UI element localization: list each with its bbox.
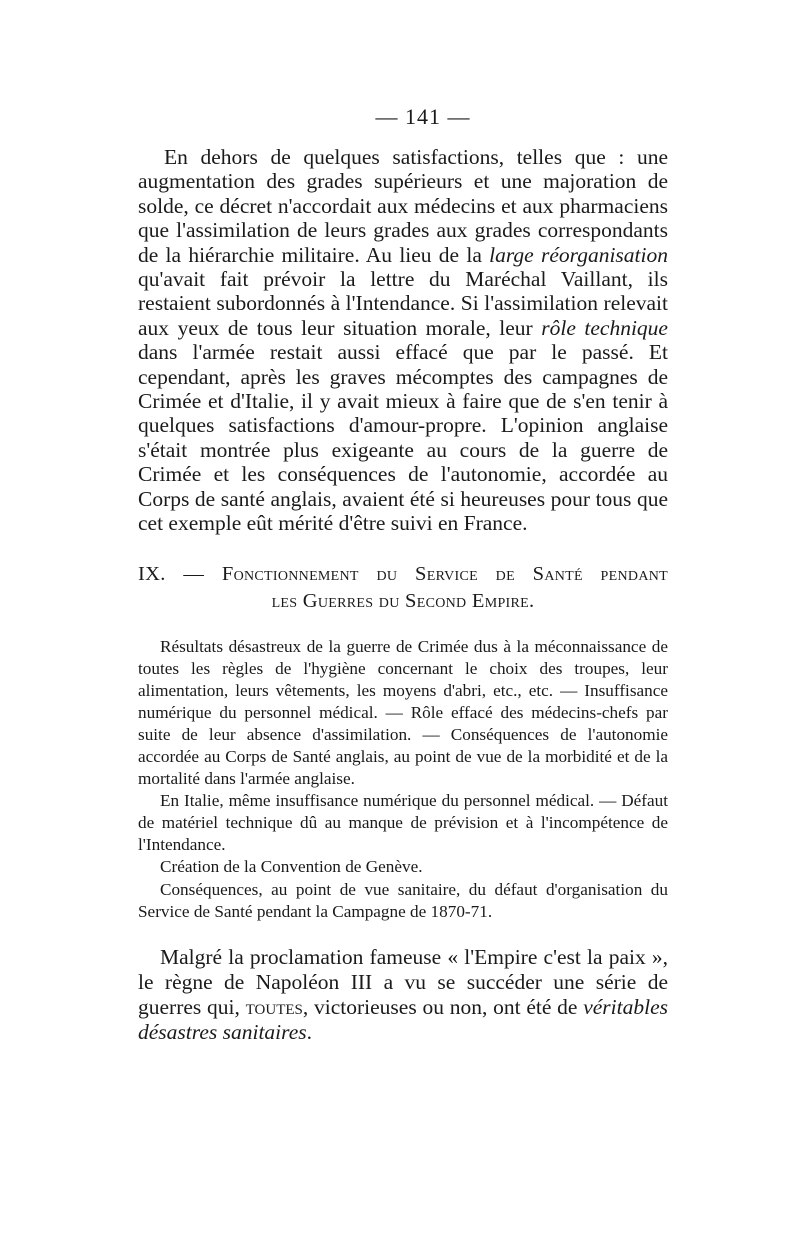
closing-paragraph-smallcaps: toutes	[245, 994, 303, 1019]
closing-paragraph-text-3: .	[306, 1019, 312, 1044]
main-paragraph-text-1: En dehors de quelques satisfactions, telles que : une augmentation des grades supérieurs et une majoration de solde, ce décret n'accordait aux médecins et aux pharmaciens que l'assimilation de leurs grades aux grades correspondants de la hiérarchie militaire. Au lieu de la	[138, 145, 668, 267]
main-paragraph-italic-2: rôle technique	[541, 315, 668, 340]
section-heading	[138, 562, 668, 614]
section-heading-line-1: IX. — Fonctionnement du Service de Santé pendant	[138, 562, 668, 585]
section-heading-line-2: les Guerres du Second Empire.	[271, 589, 535, 612]
closing-paragraph	[138, 945, 668, 1045]
summary-paragraph: Conséquences, au point de vue sanitaire, du défaut d'organisation du Service de Santé pendant la Campagne de 1870-71.	[138, 879, 668, 921]
closing-paragraph-text-1: Malgré la proclamation fameuse « l'Empire c'est la paix », le règne de Napoléon III a vu se succéder une série de guerres qui,	[138, 944, 668, 1019]
main-paragraph-text-2: qu'avait fait prévoir la lettre du Maréchal Vaillant, ils restaient subordonnés à l'Intendance. Si l'assimilation relevait aux yeux de tous leur situation morale, leur	[138, 267, 668, 340]
main-paragraph-text-3: dans l'armée restait aussi effacé que par le passé. Et cependant, après les graves mécomptes des campagnes de Crimée et d'Italie, il y avait mieux à faire que de s'en tenir à quelques satisfactions d'amour-propre. L'opinion anglaise s'était montrée plus exigeante au cours de la guerre de Crimée et les conséquences de l'autonomie, accordée au Corps de santé anglais, avaient été si heureuses pour tous que cet exemple eût mérité d'être suivi en France.	[138, 340, 668, 536]
page-number: — 141 —	[375, 104, 471, 129]
book-page	[138, 95, 668, 1066]
summary-paragraph: En Italie, même insuffisance numérique du personnel médical. — Défaut de matériel technique dû au manque de prévision et à l'incompétence de l'Intendance.	[138, 791, 668, 855]
summary-paragraph: Résultats désastreux de la guerre de Crimée dus à la méconnaissance de toutes les règles de l'hygiène concernant le choix des troupes, leur alimentation, leurs vêtements, les moyens d'abri, etc., etc. — Insuffisance numérique du personnel médical. — Rôle effacé des médecins-chefs par suite de leur absence d'assimilation. — Conséquences de l'autonomie accordée au Corps de Santé anglais, au point de vue de la morbidité et de la mortalité dans l'armée anglaise.	[138, 636, 668, 789]
main-paragraph-italic-1: large réorganisation	[489, 242, 668, 267]
main-paragraph	[138, 145, 668, 536]
summary-paragraph: Création de la Convention de Genève.	[160, 857, 423, 877]
section-summary	[138, 636, 668, 923]
closing-paragraph-text-2: , victorieuses ou non, ont été de	[302, 994, 584, 1019]
closing-paragraph-italic: véritables désastres sanitaires	[138, 994, 668, 1044]
